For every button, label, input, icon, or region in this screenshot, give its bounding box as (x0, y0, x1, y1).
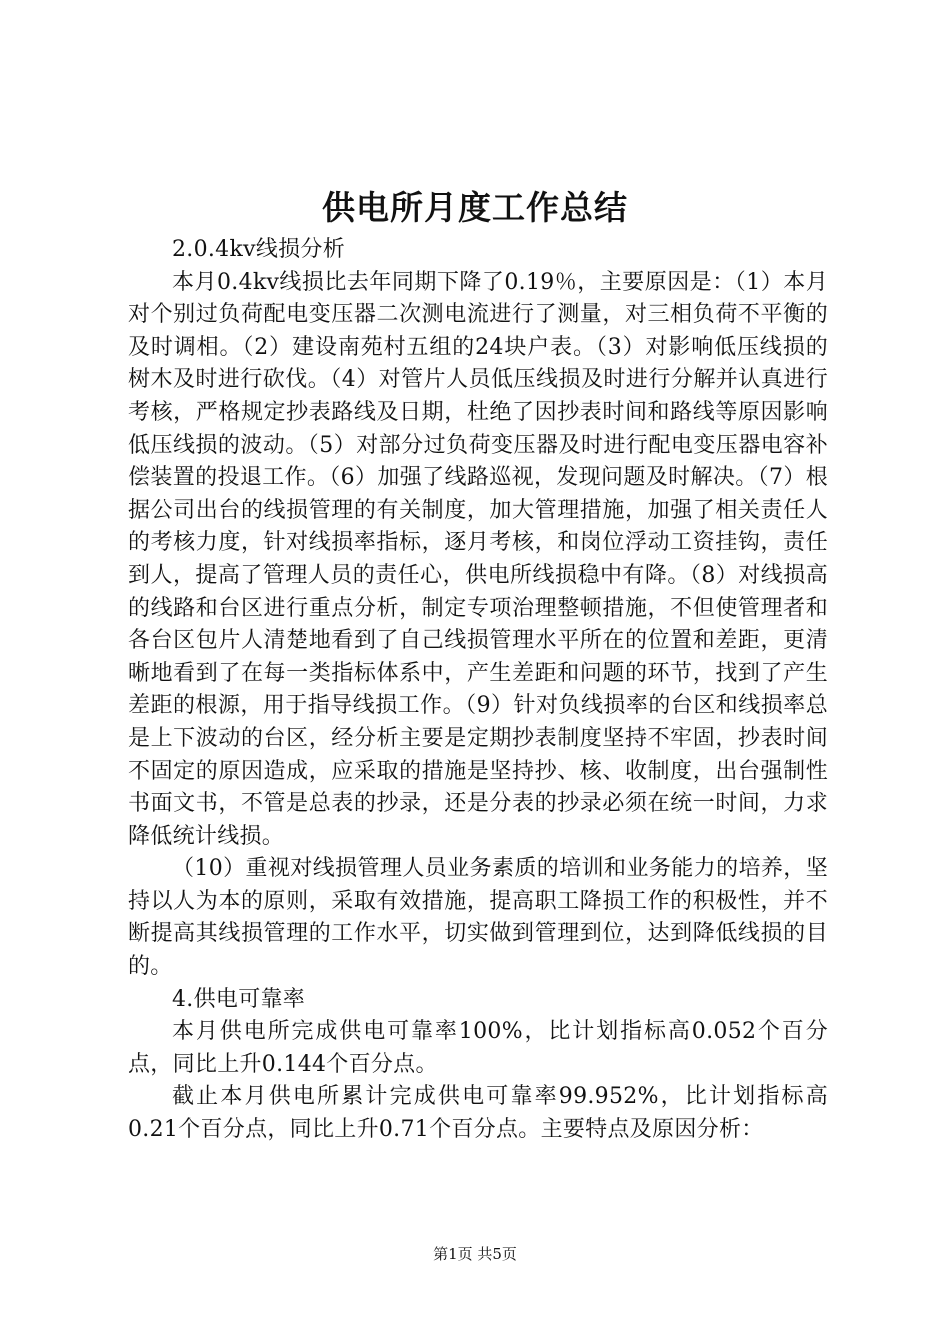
paragraph-line-loss-analysis: 本月0.4kv线损比去年同期下降了0.19％，主要原因是：（1）本月对个别过负荷配电变压器二次测电流进行了测量，对三相负荷不平衡的及时调相。（2）建设南苑村五组的24块户表。（3）对影响低压线损的树木及时进行砍伐。（4）对管片人员低压线损及时进行分解并认真进行考核，严格规定抄表路线及日期，杜绝了因抄表时间和路线等原因影响低压线损的波动。（5）对部分过负荷变压器及时进行配电变压器电容补偿装置的投退工作。（6）加强了线路巡视，发现问题及时解决。（7）根据公司出台的线损管理的有关制度，加大管理措施，加强了相关责任人的考核力度，针对线损率指标，逐月考核，和岗位浮动工资挂钩，责任到人，提高了管理人员的责任心，供电所线损稳中有降。（8）对线损高的线路和台区进行重点分析，制定专项治理整顿措施，不但使管理者和各台区包片人清楚地看到了自己线损管理水平所在的位置和差距，更清晰地看到了在每一类指标体系中，产生差距和问题的环节，找到了产生差距的根源，用于指导线损工作。（9）针对负线损率的台区和线损率总是上下波动的台区，经分析主要是定期抄表制度坚持不牢固，抄表时间不固定的原因造成，应采取的措施是坚持抄、核、收制度，出台强制性书面文书，不管是总表的抄录，还是分表的抄录必须在统一时间，力求降低统计线损。 (128, 269, 828, 849)
document-body (128, 234, 828, 1147)
paragraph-heading-line-loss: 2.0.4kv线损分析 (172, 237, 346, 262)
paragraph-heading-reliability: 4.供电可靠率 (172, 986, 306, 1012)
paragraph-reliability-month: 本月供电所完成供电可靠率100%，比计划指标高0.052个百分点，同比上升0.144个百分点。 (128, 1019, 828, 1077)
paragraph-reliability-cumulative: 截止本月供电所累计完成供电可靠率99.952%，比计划指标高0.21个百分点，同比上升0.71个百分点。主要特点及原因分析： (128, 1084, 828, 1143)
paragraph-training: （10）重视对线损管理人员业务素质的培训和业务能力的培养，坚持以人为本的原则，采取有效措施，提高职工降损工作的积极性，并不断提高其线损管理的工作水平，切实做到管理到位，达到降低线损的目的。 (128, 856, 828, 980)
page-footer: 第1页 共5页 (433, 1245, 517, 1263)
page-title: 供电所月度工作总结 (322, 188, 628, 227)
